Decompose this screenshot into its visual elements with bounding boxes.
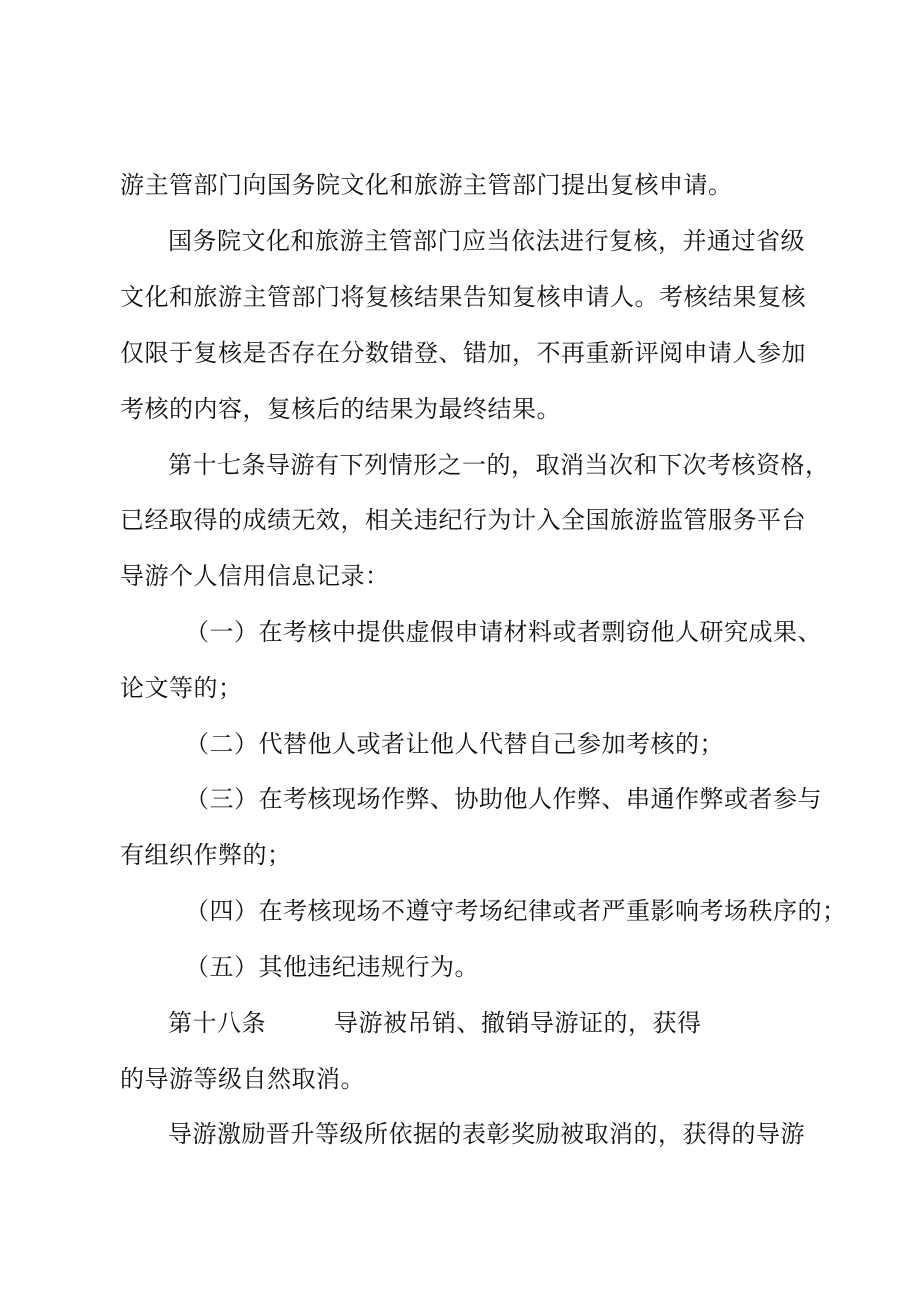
article-18-line — [168, 1008, 702, 1038]
text-line-2: 国务院文化和旅游主管部门应当依法进行复核，并通过省级 — [168, 227, 805, 255]
article-18-label: 第十八条 — [168, 1009, 266, 1037]
article-18-text: 导游被吊销、撤销导游证的，获得 — [334, 1009, 702, 1037]
text-line-5: 考核的内容，复核后的结果为最终结果。 — [120, 395, 561, 423]
text-line-4: 仅限于复核是否存在分数错登、错加，不再重新评阅申请人参加 — [120, 339, 806, 367]
text-line-15: （五）其他违纪违规行为。 — [185, 953, 479, 981]
text-line-18: 导游激励晋升等级所依据的表彰奖励被取消的，获得的导游 — [168, 1120, 805, 1148]
text-line-6: 第十七条导游有下列情形之一的，取消当次和下次考核资格， — [168, 451, 830, 479]
text-line-7: 已经取得的成绩无效，相关违纪行为计入全国旅游监管服务平台 — [120, 506, 806, 534]
text-line-3: 文化和旅游主管部门将复核结果告知复核申请人。考核结果复核 — [120, 283, 806, 311]
text-line-11: （二）代替他人或者让他人代替自己参加考核的； — [185, 730, 724, 758]
text-line-8: 导游个人信用信息记录： — [120, 562, 390, 590]
text-line-14: （四）在考核现场不遵守考场纪律或者严重影响考场秩序的； — [185, 897, 847, 925]
text-line-1: 游主管部门向国务院文化和旅游主管部门提出复核申请。 — [120, 171, 733, 199]
text-line-12: （三）在考核现场作弊、协助他人作弊、串通作弊或者参与 — [185, 785, 822, 813]
text-line-9: （一）在考核中提供虚假申请材料或者剽窃他人研究成果、 — [185, 618, 822, 646]
text-line-13: 有组织作弊的； — [120, 841, 292, 869]
text-line-10: 论文等的； — [120, 674, 243, 702]
text-line-17: 的导游等级自然取消。 — [120, 1065, 365, 1093]
